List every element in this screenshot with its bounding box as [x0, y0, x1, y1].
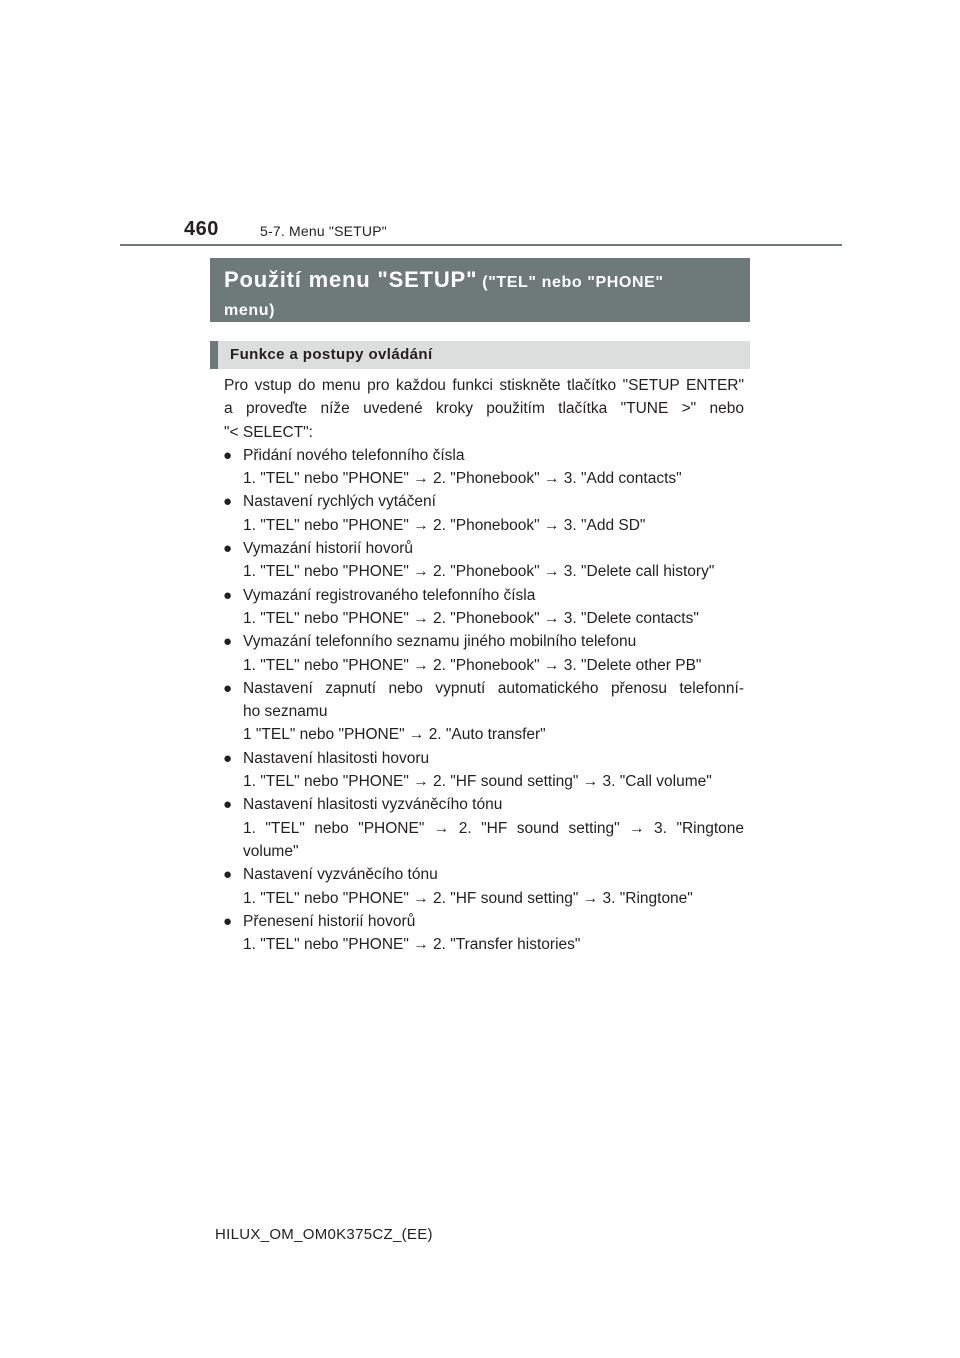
- item-title: Vymazání historií hovorů: [243, 540, 414, 558]
- bullet-icon: ●: [223, 540, 233, 558]
- item-title: Nastavení hlasitosti vyzváněcího tónu: [243, 796, 503, 814]
- list-item: [224, 677, 744, 747]
- bullet-icon: ●: [223, 586, 233, 604]
- item-title: Vymazání registrovaného telefonního čísla: [243, 586, 536, 604]
- bullet-icon: ●: [223, 446, 233, 464]
- list-item: [224, 630, 744, 677]
- bullet-icon: ●: [223, 866, 233, 884]
- item-path: 1. "TEL" nebo "PHONE" → 2. "Phonebook" → 3. "Delete other PB": [243, 656, 702, 674]
- bullet-icon: ●: [223, 633, 233, 651]
- item-title: Přidání nového telefonního čísla: [243, 446, 465, 464]
- intro-line: a proveďte níže uvedené kroky použitím tlačítka "TUNE >" nebo: [224, 400, 744, 418]
- item-path: 1. "TEL" nebo "PHONE" → 2. "Phonebook" → 3. "Add SD": [243, 516, 646, 534]
- list-item: [224, 910, 744, 957]
- intro-paragraph: [224, 374, 744, 444]
- bullet-icon: ●: [223, 493, 233, 511]
- item-path: 1 "TEL" nebo "PHONE" → 2. "Auto transfer": [243, 726, 546, 744]
- item-title: Přenesení historií hovorů: [243, 912, 416, 930]
- section-header: 5-7. Menu "SETUP": [260, 223, 387, 239]
- item-title: Nastavení zapnutí nebo vypnutí automatického přenosu telefonní-: [243, 679, 744, 697]
- bullet-icon: ●: [223, 749, 233, 767]
- item-path: 1. "TEL" nebo "PHONE" → 2. "Phonebook" → 3. "Add contacts": [243, 470, 682, 488]
- list-item: [224, 444, 744, 491]
- list-item: [224, 793, 744, 863]
- item-title: Nastavení vyzváněcího tónu: [243, 866, 438, 884]
- footer-document-code: HILUX_OM_OM0K375CZ_(EE): [215, 1226, 433, 1243]
- header-divider: [120, 244, 842, 246]
- item-path: 1. "TEL" nebo "PHONE" → 2. "HF sound setting" → 3. "Ringtone": [243, 889, 693, 907]
- list-item: [224, 490, 744, 537]
- bullet-icon: ●: [223, 679, 233, 697]
- item-title-continued: ho seznamu: [243, 703, 328, 721]
- section-title-suffix: ("TEL" nebo "PHONE": [477, 274, 664, 291]
- list-item: [224, 584, 744, 631]
- intro-line: Pro vstup do menu pro každou funkci stiskněte tlačítko "SETUP ENTER": [224, 377, 744, 394]
- list-item: [224, 747, 744, 794]
- bullet-icon: ●: [223, 912, 233, 930]
- section-title-line-1: [224, 266, 736, 297]
- bullet-icon: ●: [223, 796, 233, 814]
- subheading: Funkce a postupy ovládání: [210, 341, 750, 369]
- item-path: 1. "TEL" nebo "PHONE" → 2. "HF sound setting" → 3. "Call volume": [243, 773, 712, 791]
- item-path-continued: volume": [243, 842, 299, 860]
- section-title-main: Použití menu "SETUP": [224, 267, 478, 292]
- list-item: [224, 863, 744, 910]
- section-title-line-2: menu): [224, 302, 275, 319]
- section-title-box: [210, 258, 750, 322]
- item-title: Nastavení rychlých vytáčení: [243, 493, 436, 511]
- item-title: Nastavení hlasitosti hovoru: [243, 749, 430, 767]
- item-path: 1. "TEL" nebo "PHONE" → 2. "HF sound setting" → 3. "Ringtone: [243, 819, 744, 837]
- list-item: [224, 537, 744, 584]
- item-path: 1. "TEL" nebo "PHONE" → 2. "Phonebook" → 3. "Delete contacts": [243, 609, 699, 627]
- item-path: 1. "TEL" nebo "PHONE" → 2. "Phonebook" → 3. "Delete call history": [243, 563, 715, 581]
- body-content: [224, 374, 744, 956]
- intro-line: "< SELECT":: [224, 423, 313, 441]
- item-title: Vymazání telefonního seznamu jiného mobilního telefonu: [243, 633, 637, 651]
- page-number: 460: [184, 218, 219, 240]
- item-path: 1. "TEL" nebo "PHONE" → 2. "Transfer histories": [243, 936, 581, 954]
